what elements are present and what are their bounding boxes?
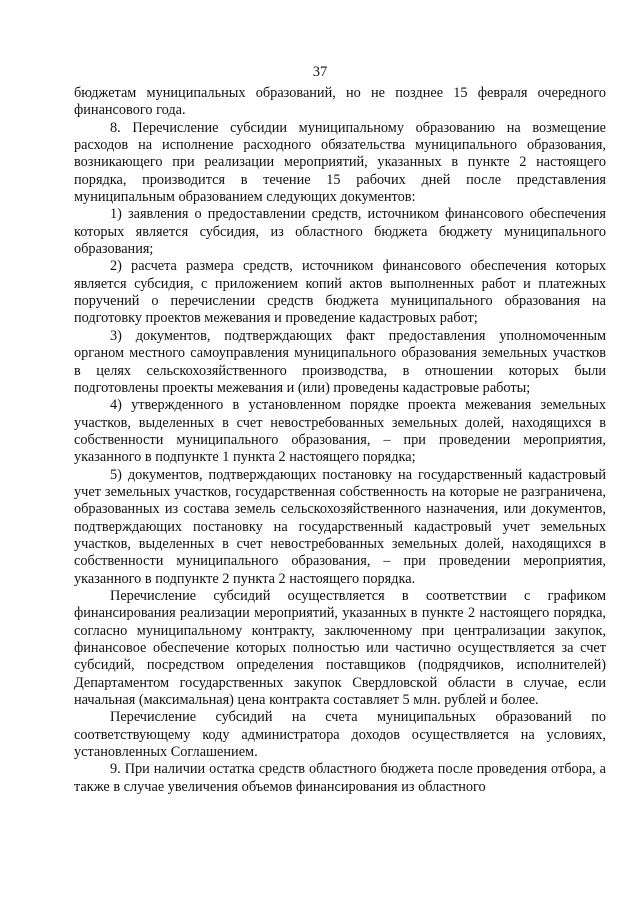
- paragraph-item-9: 9. При наличии остатка средств областного бюджета после проведения отбора, а также в случае увеличения объемов финансирования из областного: [74, 761, 606, 795]
- paragraph-subitem-2: 2) расчета размера средств, источником финансового обеспечения которых является субсидия, с приложением копий актов выполненных работ и платежных поручений о перечислении средств бюджета муниципального образования на подготовку проектов межевания и проведение кадастровых работ;: [74, 258, 606, 327]
- paragraph-item-8: 8. Перечисление субсидии муниципальному образованию на возмещение расходов на исполнение расходного обязательства муниципального образования, возникающего при реализации мероприятий, указанных в пункте 2 настоящего порядка, производится в течение 15 рабочих дней после представления муниципальным образованием следующих документов:: [74, 119, 606, 206]
- paragraph-continuation: бюджетам муниципальных образований, но не позднее 15 февраля очередного финансового года.: [74, 85, 606, 119]
- paragraph-subsidy-transfer-schedule: Перечисление субсидий осуществляется в соответствии с графиком финансирования реализации мероприятий, указанных в пункте 2 настоящего порядка, согласно муниципальному контракту, заключенному при централизации закупок, финансовое обеспечение которых полностью или частично осуществляется за счет субсидий, посредством определения поставщиков (подрядчиков, исполнителей) Департаментом государственных закупок Свердловской области в случае, если начальная (максимальная) цена контракта составляет 5 млн. рублей и более.: [74, 587, 606, 709]
- paragraph-subitem-4: 4) утвержденного в установленном порядке проекта межевания земельных участков, выделенных в счет невостребованных земельных долей, находящихся в собственности муниципального образования, – при проведении мероприятия, указанного в подпункте 1 пункта 2 настоящего порядка;: [74, 397, 606, 466]
- document-body: [74, 85, 606, 796]
- paragraph-subitem-1: 1) заявления о предоставлении средств, источником финансового обеспечения которых является субсидия, из областного бюджета бюджету муниципального образования;: [74, 206, 606, 258]
- page-number: 37: [312, 64, 328, 80]
- paragraph-subitem-5: 5) документов, подтверждающих постановку на государственный кадастровый учет земельных участков, государственная собственность на которые не разграничена, образованных из состава земель сельскохозяйственного назначения, или документов, подтверждающих постановку на государственный кадастровый учет земельных участков, выделенных в счет невостребованных земельных долей, находящихся в собственности муниципального образования, – при проведении мероприятия, указанного в подпункте 2 пункта 2 настоящего порядка.: [74, 466, 606, 587]
- paragraph-subitem-3: 3) документов, подтверждающих факт предоставления уполномоченным органом местного самоуправления муниципального образования земельных участков в целях сельскохозяйственного производства, в отношении которых были подготовлены проекты межевания и (или) проведены кадастровые работы;: [74, 327, 606, 396]
- paragraph-subsidy-transfer-accounts: Перечисление субсидий на счета муниципальных образований по соответствующему коду администратора доходов осуществляется на условиях, установленных Соглашением.: [74, 709, 606, 761]
